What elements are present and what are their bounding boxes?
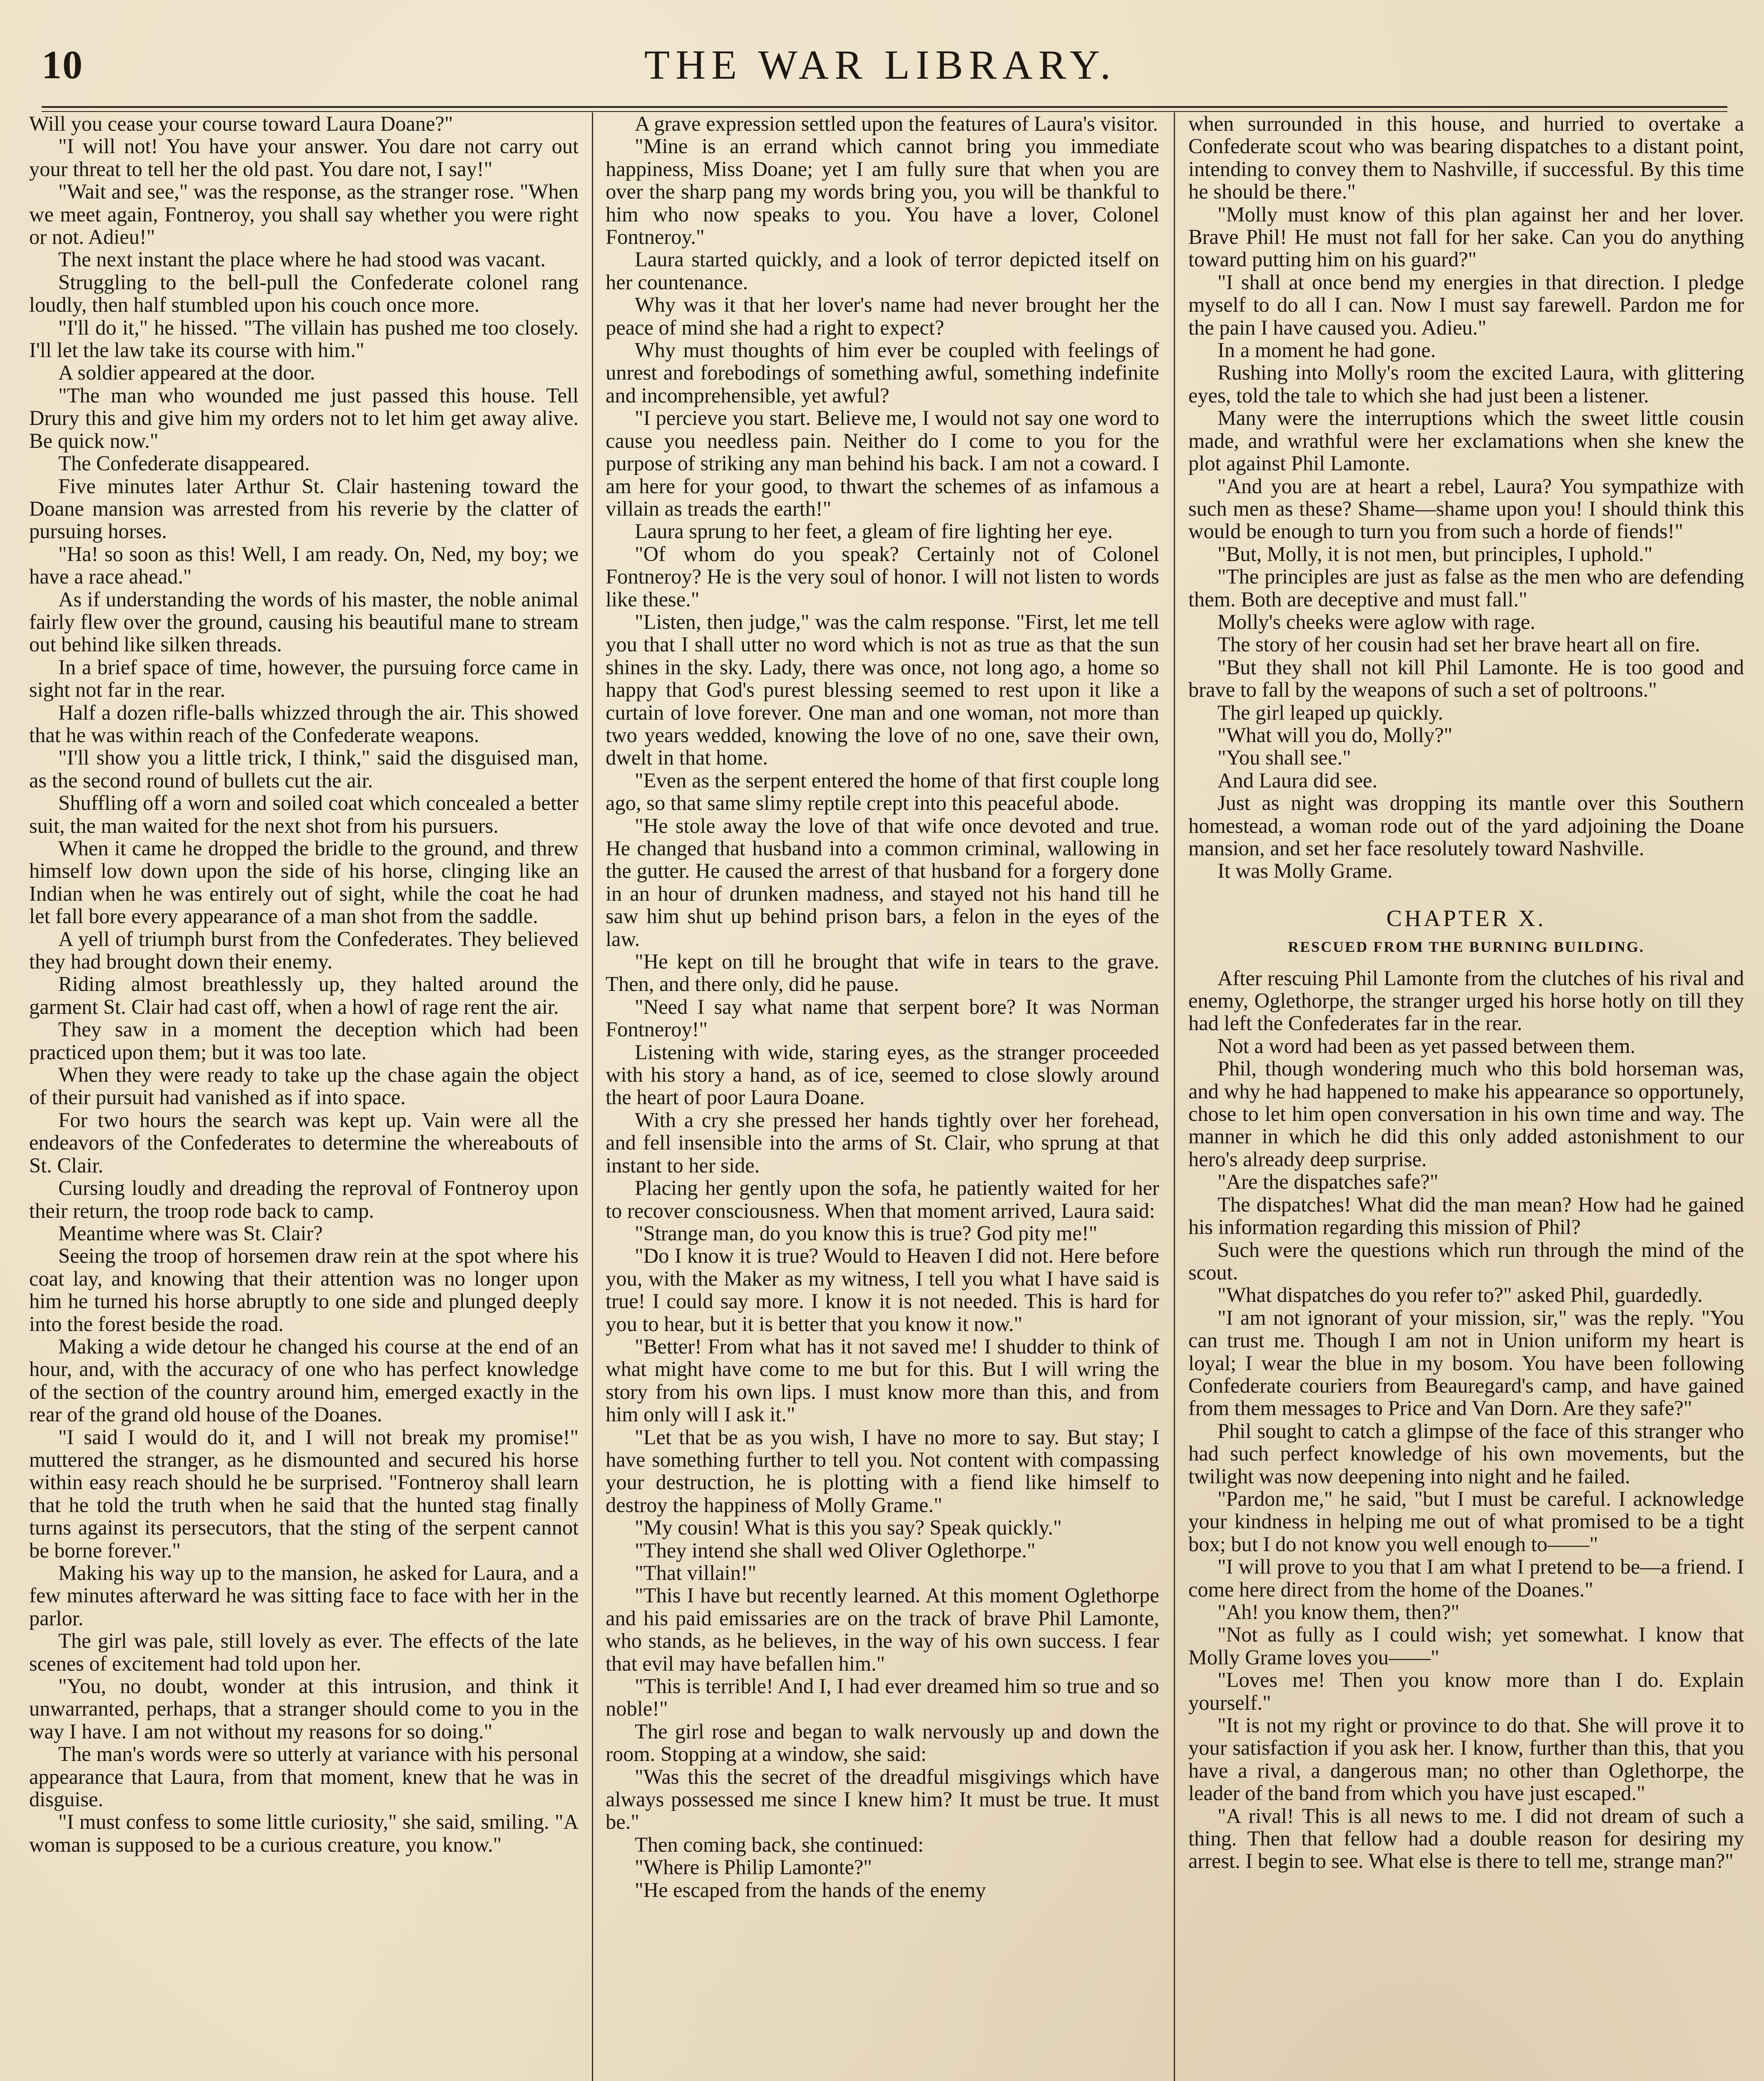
paragraph: The Confederate disappeared. [58, 452, 310, 475]
paragraph: "Molly must know of this plan against her and her lover. Brave Phil! He must not fall for her sake. Can you do anything toward putting him on his guard?" [1188, 202, 1744, 271]
paragraph: Laura started quickly, and a look of terror depicted itself on her countenance. [606, 248, 1159, 294]
paragraph: A yell of triumph burst from the Confederates. They believed they had brought down their enemy. [29, 927, 579, 973]
paragraph: "And you are at heart a rebel, Laura? You sympathize with such men as these? Shame—shame upon you! I should think this would be enough to turn you from such a horde of fiends!" [1188, 474, 1744, 543]
paragraph: Cursing loudly and dreading the reproval of Fontneroy upon their return, the troop rode back to camp. [29, 1176, 579, 1222]
paragraph: "What will you do, Molly?" [1217, 723, 1453, 747]
paragraph: "You, no doubt, wonder at this intrusion, and think it unwarranted, perhaps, that a stranger should come to you in the way I have. I am not without my reasons for so doing." [29, 1674, 579, 1743]
column-3-top-text [1188, 112, 1744, 882]
paragraph: Half a dozen rifle-balls whizzed through the air. This showed that he was within reach of the Confederate weapons. [29, 700, 579, 747]
paragraph: "I said I would do it, and I will not break my promise!" muttered the stranger, as he dismounted and secured his horse within easy reach should he be surprised. "Fontneroy shall learn that he told the truth when he said that the hunted stag finally turns against its persecutors, that the sting of the serpent cannot be borne forever." [29, 1425, 579, 1562]
paragraph: "Pardon me," he said, "but I must be careful. I acknowledge your kindness in helping me out of what promised to be a tight box; but I do not know you well enough to——" [1188, 1487, 1744, 1556]
paragraph: "The man who wounded me just passed this house. Tell Drury this and give him my orders not to let him get away alive. Be quick now." [29, 383, 579, 452]
paragraph: The girl rose and began to walk nervously up and down the room. Stopping at a window, she said: [606, 1719, 1159, 1766]
paragraph: "I percieve you start. Believe me, I would not say one word to cause you needless pain. Neither do I come to you for the purpose of striking any man behind his back. I am not a coward. I am here for your good, to thwart the schemes of as infamous a villain as treads the earth!" [606, 406, 1159, 520]
paragraph: Listening with wide, staring eyes, as the stranger proceeded with his story a hand, as of ice, seemed to close slowly around the heart of poor Laura Doane. [606, 1040, 1159, 1109]
paragraph: "I'll do it," he hissed. "The villain has pushed me too closely. I'll let the law take its course with him." [29, 315, 579, 362]
paragraph: "What dispatches do you refer to?" asked Phil, guardedly. [1217, 1283, 1703, 1307]
paragraph: Such were the questions which run through the mind of the scout. [1188, 1238, 1744, 1284]
paragraph: "He stole away the love of that wife once devoted and true. He changed that husband into a common criminal, wallowing in the gutter. He caused the arrest of that husband for a forgery done in an hour of drunken madness, and stayed not his hand till he saw him shut up behind prison bars, a felon in the eyes of the law. [606, 814, 1159, 951]
paragraph: Placing her gently upon the sofa, he patiently waited for her to recover consciousness. When that moment arrived, Laura said: [606, 1176, 1159, 1222]
paragraph: They saw in a moment the deception which had been practiced upon them; but it was too late. [29, 1018, 579, 1064]
paragraph: "I shall at once bend my energies in that direction. I pledge myself to do all I can. Now I must say farewell. Pardon me for the pain I have caused you. Adieu." [1188, 270, 1744, 339]
paragraph: Seeing the troop of horsemen draw rein at the spot where his coat lay, and knowing that their attention was no longer upon him he turned his horse abruptly to one side and plunged deeply into the forest beside the road. [29, 1244, 579, 1336]
paragraph: Phil, though wondering much who this bold horseman was, and why he had happened to make his appearance so opportunely, chose to let him open conversation in his own time and way. The manner in which he did this only added astonishment to our hero's already deep surprise. [1188, 1057, 1744, 1171]
paragraph: When it came he dropped the bridle to the ground, and threw himself low down upon the side of his horse, clinging like an Indian when he was entirely out of sight, while the coat he had let fall bore every appearance of a man shot from the saddle. [29, 837, 579, 928]
paragraph: "Wait and see," was the response, as the stranger rose. "When we meet again, Fontneroy, you shall say whether you were right or not. Adieu!" [29, 180, 579, 249]
text-column-2 [606, 112, 1159, 2081]
paragraph: Riding almost breathlessly up, they halted around the garment St. Clair had cast off, when a howl of rage rent the air. [29, 972, 579, 1018]
paragraph: "Mine is an errand which cannot bring you immediate happiness, Miss Doane; yet I am fully sure that when you are over the sharp pang my words bring you, you will be thankful to him who now speaks to you. You have a lover, Colonel Fontneroy." [606, 134, 1159, 249]
page-header [25, 29, 1736, 92]
paragraph: When they were ready to take up the chase again the object of their pursuit had vanished as if into space. [29, 1063, 579, 1109]
paragraph: In a moment he had gone. [1217, 338, 1436, 362]
paragraph: "Of whom do you speak? Certainly not of Colonel Fontneroy? He is the very soul of honor. I will not listen to words like these." [606, 542, 1159, 611]
running-title: THE WAR LIBRARY. [644, 42, 1117, 88]
page-number: 10 [42, 42, 83, 87]
paragraph: "I will prove to you that I am what I pretend to be—a friend. I come here direct from the home of the Doanes." [1188, 1555, 1744, 1601]
paragraph: Rushing into Molly's room the excited Laura, with glittering eyes, told the tale to which she had just been a listener. [1188, 361, 1744, 407]
paragraph: Making his way up to the mansion, he asked for Laura, and a few minutes afterward he was sitting face to face with her in the parlor. [29, 1561, 579, 1630]
paragraph: The girl leaped up quickly. [1217, 700, 1443, 724]
paragraph: Shuffling off a worn and soiled coat which concealed a better suit, the man waited for the next shot from his pursuers. [29, 791, 579, 837]
paragraph: Five minutes later Arthur St. Clair hastening toward the Doane mansion was arrested from his reverie by the clatter of pursuing horses. [29, 474, 579, 543]
paragraph: "This is terrible! And I, I had ever dreamed him so true and so noble!" [606, 1674, 1159, 1721]
paragraph: "Let that be as you wish, I have no more to say. But stay; I have something further to tell you. Not content with compassing your destruction, he is plotting with a fiend like himself to destroy the happiness of Molly Grame." [606, 1425, 1159, 1517]
paragraph: "My cousin! What is this you say? Speak quickly." [635, 1516, 1062, 1540]
paragraph: Will you cease your course toward Laura Doane?" [29, 112, 453, 135]
paragraph: Struggling to the bell-pull the Confederate colonel rang loudly, then half stumbled upon his couch once more. [29, 270, 579, 317]
paragraph: The girl was pale, still lovely as ever. The effects of the late scenes of excitement had told upon her. [29, 1629, 579, 1675]
paragraph: "Better! From what has it not saved me! I shudder to think of what might have come to me but for this. But I will wring the story from his own lips. I must know more than this, and from him only will I ask it." [606, 1334, 1159, 1426]
paragraph: Why was it that her lover's name had never brought her the peace of mind she had a right to expect? [606, 293, 1159, 339]
paragraph: "You shall see." [1217, 746, 1351, 770]
paragraph: "He escaped from the hands of the enemy [635, 1878, 986, 1902]
paragraph: The next instant the place where he had stood was vacant. [58, 248, 546, 271]
paragraph: Many were the interruptions which the sweet little cousin made, and wrathful were her exclamations when she knew the plot against Phil Lamonte. [1188, 406, 1744, 475]
paragraph: "Do I know it is true? Would to Heaven I did not. Here before you, with the Maker as my witness, I tell you what I have said is true! I could say more. I know it is not needed. This is hard for you to hear, but it is better that you know it now." [606, 1244, 1159, 1336]
paragraph: Just as night was dropping its mantle over this Southern homestead, a woman rode out of the yard adjoining the Doane mansion, and set her face resolutely toward Nashville. [1188, 791, 1744, 860]
text-column-1 [29, 112, 579, 2081]
paragraph: As if understanding the words of his master, the noble animal fairly flew over the ground, causing his beautiful mane to stream out behind like silken threads. [29, 587, 579, 656]
paragraph: "Strange man, do you know this is true? God pity me!" [635, 1221, 1098, 1245]
paragraph: "Not as fully as I could wish; yet somewhat. I know that Molly Grame loves you——" [1188, 1623, 1744, 1669]
paragraph: For two hours the search was kept up. Vain were all the endeavors of the Confederates to determine the whereabouts of St. Clair. [29, 1108, 579, 1177]
paragraph: "Where is Philip Lamonte?" [635, 1855, 872, 1879]
paragraph: Not a word had been as yet passed between them. [1217, 1034, 1636, 1058]
paragraph: "Even as the serpent entered the home of that first couple long ago, so that same slimy reptile crept into this peaceful abode. [606, 768, 1159, 815]
paragraph: "Are the dispatches safe?" [1217, 1170, 1439, 1194]
paragraph: With a cry she pressed her hands tightly over her forehead, and fell insensible into the arms of St. Clair, who sprung at that instant to her side. [606, 1108, 1159, 1177]
paragraph: "I'll show you a little trick, I think," said the disguised man, as the second round of bullets cut the air. [29, 746, 579, 792]
paragraph: "I must confess to some little curiosity," she said, smiling. "A woman is supposed to be a curious creature, you know." [29, 1810, 579, 1856]
paragraph: "Listen, then judge," was the calm response. "First, let me tell you that I shall utter no word which is not as true as that the sun shines in the sky. Lady, there was once, not long ago, a home so happy that God's purest blessing seemed to rest upon it like a curtain of love forever. One man and one woman, not more than two years wedded, knowing the love of no one, save their own, dwelt in that home. [606, 610, 1159, 770]
paragraph: "Need I say what name that serpent bore? It was Norman Fontneroy!" [606, 995, 1159, 1041]
paragraph: Laura sprung to her feet, a gleam of fire lighting her eye. [635, 519, 1113, 543]
text-column-3 [1188, 112, 1744, 2081]
column-divider-2 [1174, 112, 1175, 2081]
paragraph: Making a wide detour he changed his course at the end of an hour, and, with the accuracy of one who has perfect knowledge of the section of the country around him, emerged exactly in the rear of the grand old house of the Doanes. [29, 1334, 579, 1426]
paragraph: Then coming back, she continued: [635, 1833, 924, 1856]
paragraph: "This I have but recently learned. At this moment Oglethorpe and his paid emissaries are on the track of brave Phil Lamonte, who stands, as he believes, in the way of his own success. I fear that evil may have befallen him." [606, 1584, 1159, 1675]
header-rule [42, 106, 1727, 112]
paragraph: "I will not! You have your answer. You dare not carry out your threat to tell her the old past. You dare not, I say!" [29, 134, 579, 181]
paragraph: Phil sought to catch a glimpse of the face of this stranger who had such perfect knowledge of his own movements, but the twilight was now deepening into night and he failed. [1188, 1419, 1744, 1488]
paragraph: "The principles are just as false as the men who are defending them. Both are deceptive and must fall." [1188, 565, 1744, 611]
paragraph: The story of her cousin had set her brave heart all on fire. [1217, 633, 1700, 656]
paragraph: "Was this the secret of the dreadful misgivings which have always possessed me since I knew him? It must be true. It must be." [606, 1765, 1159, 1834]
column-divider-1 [592, 112, 593, 2081]
paragraph: "That villain!" [635, 1561, 757, 1584]
chapter-subheading: RESCUED FROM THE BURNING BUILDING. [1288, 939, 1645, 956]
paragraph: After rescuing Phil Lamonte from the clutches of his rival and enemy, Oglethorpe, the stranger urged his horse hotly on till they had left the Confederates far in the rear. [1188, 966, 1744, 1035]
paragraph: "They intend she shall wed Oliver Oglethorpe." [635, 1538, 1036, 1562]
paragraph: "He kept on till he brought that wife in tears to the grave. Then, and there only, did he pause. [606, 950, 1159, 996]
paragraph: It was Molly Grame. [1217, 859, 1393, 883]
paragraph: The man's words were so utterly at variance with his personal appearance that Laura, from that moment, knew that he was in disguise. [29, 1742, 579, 1811]
paragraph: "Ah! you know them, then?" [1217, 1600, 1460, 1624]
paragraph: "A rival! This is all news to me. I did not dream of such a thing. Then that fellow had a double reason for desiring my arrest. I begin to see. What else is there to tell me, strange man?" [1188, 1804, 1744, 1873]
paragraph: The dispatches! What did the man mean? How had he gained his information regarding this mission of Phil? [1188, 1192, 1744, 1239]
column-3-bottom-text [1188, 967, 1744, 1872]
paragraph: Meantime where was St. Clair? [58, 1221, 323, 1245]
paragraph: Why must thoughts of him ever be coupled with feelings of unrest and forebodings of something awful, something indefinite and incomprehensible, yet awful? [606, 338, 1159, 407]
paragraph: when surrounded in this house, and hurried to overtake a Confederate scout who was bearing dispatches to a distant point, intending to convey them to Nashville, if successful. By this time he should be there." [1188, 112, 1744, 204]
paragraph: A soldier appeared at the door. [58, 361, 316, 385]
paragraph: "But they shall not kill Phil Lamonte. He is too good and brave to fall by the weapons of such a set of poltroons." [1188, 655, 1744, 702]
chapter-heading: CHAPTER X. [1386, 905, 1546, 931]
paragraph: And Laura did see. [1217, 768, 1378, 792]
paragraph: "Loves me! Then you know more than I do. Explain yourself." [1188, 1668, 1744, 1714]
paragraph: "But, Molly, it is not men, but principles, I uphold." [1217, 542, 1653, 566]
paragraph: In a brief space of time, however, the pursuing force came in sight not far in the rear. [29, 655, 579, 702]
paragraph: "Ha! so soon as this! Well, I am ready. On, Ned, my boy; we have a race ahead." [29, 542, 579, 589]
paragraph: "I am not ignorant of your mission, sir," was the reply. "You can trust me. Though I am not in Union uniform my heart is loyal; I wear the blue in my bosom. You have been following Confederate couriers from Beauregard's camp, and have gained from them messages to Price and Van Dorn. Are they safe?" [1188, 1306, 1744, 1420]
paragraph: "It is not my right or province to do that. She will prove it to your satisfaction if you ask her. I know, further than this, that you have a rival, a dangerous man; no other than Oglethorpe, the leader of the band from which you have just escaped." [1188, 1713, 1744, 1805]
paragraph: A grave expression settled upon the features of Laura's visitor. [635, 112, 1158, 135]
paragraph: Molly's cheeks were aglow with rage. [1217, 610, 1535, 633]
